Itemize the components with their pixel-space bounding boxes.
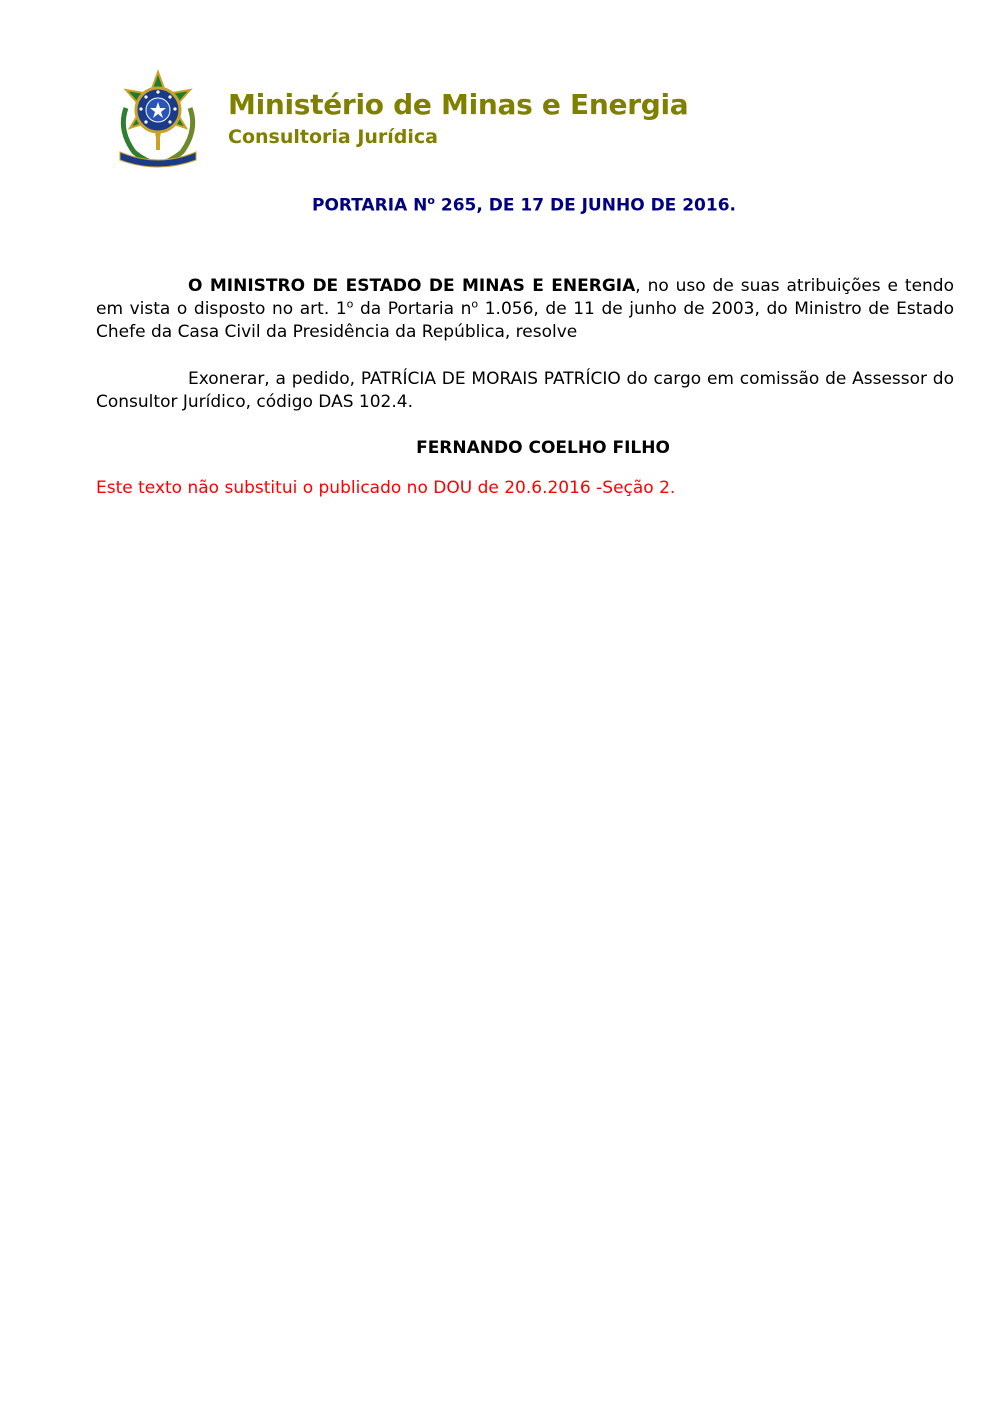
disclaimer: Este texto não substitui o publicado no DOU de 20.6.2016 -Seção 2. [96,478,676,498]
ministry-name: Ministério de Minas e Energia [228,88,689,121]
signature: FERNANDO COELHO FILHO [416,438,670,458]
preamble-text-2: da Portaria n [353,299,472,319]
paragraph-preamble [96,275,954,344]
title-ordinal: o [427,194,435,207]
title-suffix: 265, DE 17 DE JUNHO DE 2016. [434,195,736,216]
preamble-ordinal-2: o [471,297,479,311]
preamble-text-1: , no uso de suas atribuições e tendo em vista o disposto no art. 1 [96,276,954,319]
document-title [0,194,1000,216]
letterhead [112,68,712,172]
preamble-text-3: 1.056, de 11 de junho de 2003, do Ministro de Estado Chefe da Casa Civil da Presidência da República, resolve [96,299,954,342]
preamble-ordinal-1: o [346,297,354,311]
preamble-lead: O MINISTRO DE ESTADO DE MINAS E ENERGIA [188,276,636,296]
title-prefix: PORTARIA N [312,195,428,216]
paragraph-decision: Exonerar, a pedido, PATRÍCIA DE MORAIS PATRÍCIO do cargo em comissão de Assessor do Consultor Jurídico, código DAS 102.4. [96,369,954,412]
department-name: Consultoria Jurídica [228,126,439,148]
brazil-coat-of-arms-icon [112,68,204,168]
